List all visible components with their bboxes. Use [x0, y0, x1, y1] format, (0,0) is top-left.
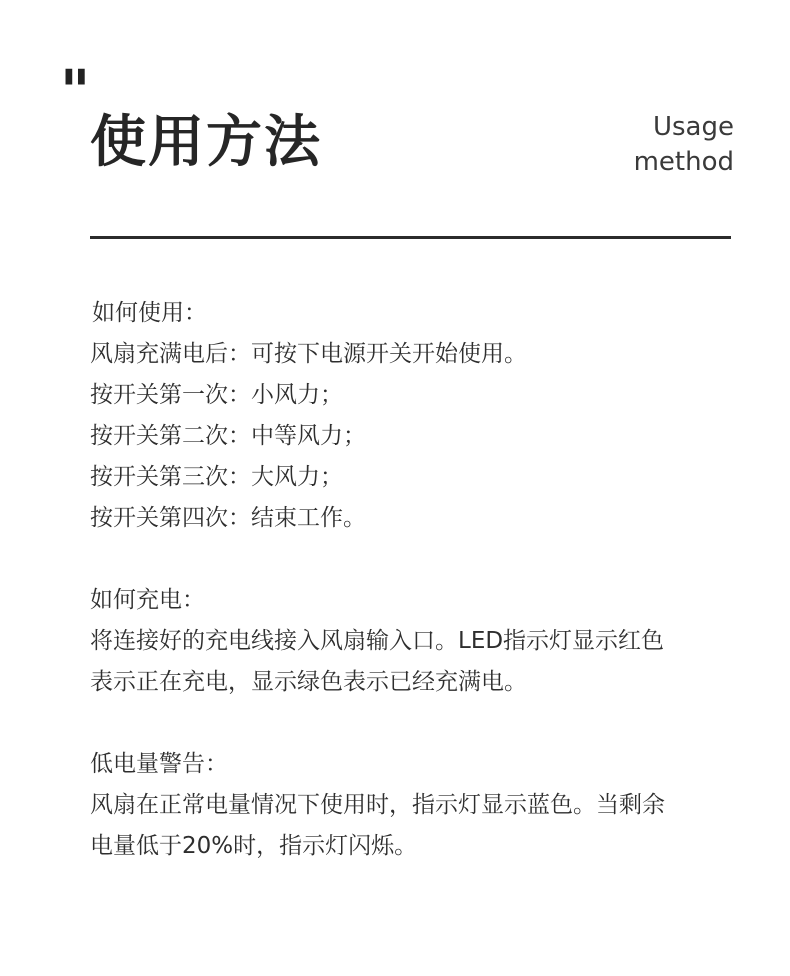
section-line: 按开关第三次：大风力；	[90, 464, 343, 490]
section-heading: 如何使用：	[92, 300, 207, 326]
section-line: 电量低于20%时，指示灯闪烁。	[90, 833, 418, 859]
section-line: 表示正在充电，显示绿色表示已经充满电。	[90, 669, 527, 695]
section-heading: 低电量警告：	[90, 751, 228, 777]
quote-mark-icon: "	[60, 57, 87, 125]
section-line: 风扇充满电后：可按下电源开关开始使用。	[90, 341, 527, 367]
section-low-battery	[90, 744, 740, 867]
section-line: 风扇在正常电量情况下使用时，指示灯显示蓝色。当剩余	[90, 792, 665, 818]
section-line: 按开关第一次：小风力；	[90, 382, 343, 408]
page-subtitle-en	[634, 110, 734, 180]
page-title: 使用方法	[90, 110, 322, 175]
instructions-body	[90, 293, 740, 908]
section-line: 将连接好的充电线接入风扇输入口。LED指示灯显示红色	[90, 628, 665, 654]
section-heading: 如何充电：	[90, 587, 205, 613]
section-usage	[90, 293, 740, 539]
section-line: 按开关第二次：中等风力；	[90, 423, 366, 449]
subtitle-line-2: method	[633, 147, 734, 177]
section-charging	[90, 580, 740, 703]
section-line: 按开关第四次：结束工作。	[90, 505, 366, 531]
divider	[90, 236, 731, 239]
subtitle-line-1: Usage	[652, 112, 734, 142]
